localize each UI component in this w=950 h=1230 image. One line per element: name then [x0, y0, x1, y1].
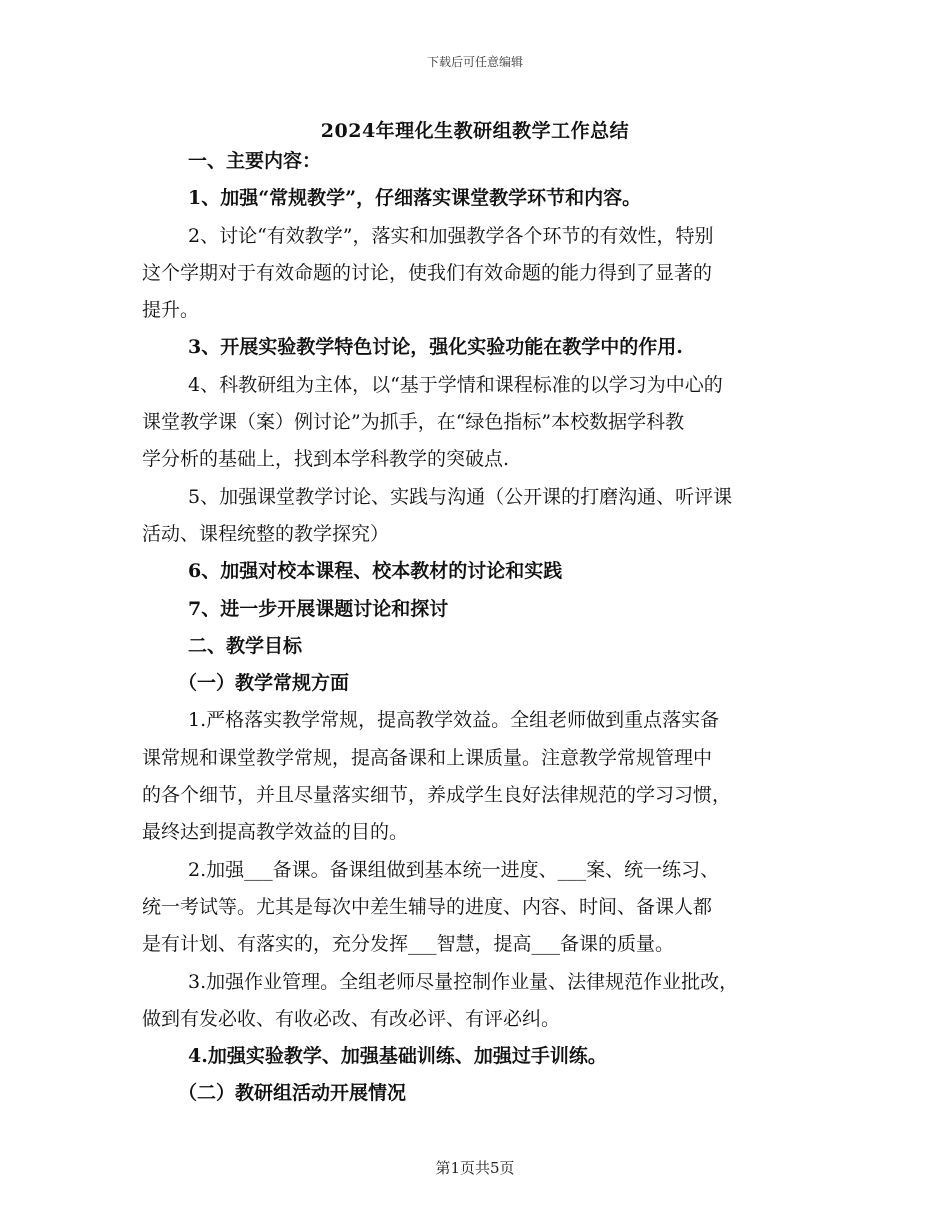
paragraph-line: 5、加强课堂教学讨论、实践与沟通（公开课的打磨沟通、听评课 [188, 485, 733, 508]
paragraph-line: 3.加强作业管理。全组老师尽量控制作业量、法律规范作业批改， [188, 970, 739, 993]
paragraph-line: 4.加强实验教学、加强基础训练、加强过手训练。 [188, 1045, 607, 1068]
paragraph-line: 7、进一步开展课题讨论和探讨 [188, 597, 449, 620]
paragraph-line: 的各个细节，并且尽量落实细节，养成学生良好法律规范的学习习惯， [142, 784, 732, 807]
paragraph-line: 2.加强___备课。备课组做到基本统一进度、___案、统一练习、 [188, 858, 720, 881]
page-number-footer: 第1页共5页 [435, 1159, 515, 1177]
paragraph-line: 学分析的基础上，找到本学科教学的突破点. [142, 448, 510, 471]
paragraph-line: 是有计划、有落实的，充分发挥___智慧，提高___备课的质量。 [142, 933, 675, 956]
paragraph-line: 4、科教研组为主体，以“基于学情和课程标准的以学习为中心的 [188, 373, 723, 396]
paragraph-line: 1.严格落实教学常规，提高教学效益。全组老师做到重点落实备 [188, 709, 720, 732]
paragraph-line: 课常规和课堂教学常规，提高备课和上课质量。注意教学常规管理中 [142, 746, 713, 769]
paragraph-line: 1、加强“常规教学”，仔细落实课堂教学环节和内容。 [188, 187, 642, 210]
paragraph-line: 3、开展实验教学特色讨论，强化实验功能在教学中的作用. [188, 336, 683, 359]
paragraph-line: 6、加强对校本课程、校本教材的讨论和实践 [188, 560, 563, 583]
paragraph-line: 课堂教学课（案）例讨论”为抓手，在“绿色指标”本校数据学科教 [142, 411, 685, 434]
paragraph-line: 提升。 [142, 299, 200, 322]
page-header-note: 下载后可任意编辑 [426, 55, 523, 69]
paragraph-line: 2、讨论“有效教学”，落实和加强教学各个环节的有效性，特别 [188, 224, 714, 247]
paragraph-line: 这个学期对于有效命题的讨论，使我们有效命题的能力得到了显著的 [142, 261, 713, 284]
paragraph-line: 做到有发必收、有收必改、有改必评、有评必纠。 [142, 1007, 561, 1030]
subsection-heading-routine: （一）教学常规方面 [178, 672, 350, 695]
section-heading-main-content: 一、主要内容： [188, 150, 322, 172]
paragraph-line: 最终达到提高教学效益的目的。 [142, 821, 409, 844]
document-title: 2024年理化生教研组教学工作总结 [320, 120, 630, 142]
paragraph-line: 活动、课程统整的教学探究） [142, 522, 390, 545]
paragraph-line: 统一考试等。尤其是每次中差生辅导的进度、内容、时间、备课人都 [142, 895, 713, 918]
document-body [142, 143, 808, 1113]
section-heading-teaching-goals: 二、教学目标 [188, 634, 303, 657]
subsection-heading-activities: （二）教研组活动开展情况 [178, 1082, 407, 1105]
